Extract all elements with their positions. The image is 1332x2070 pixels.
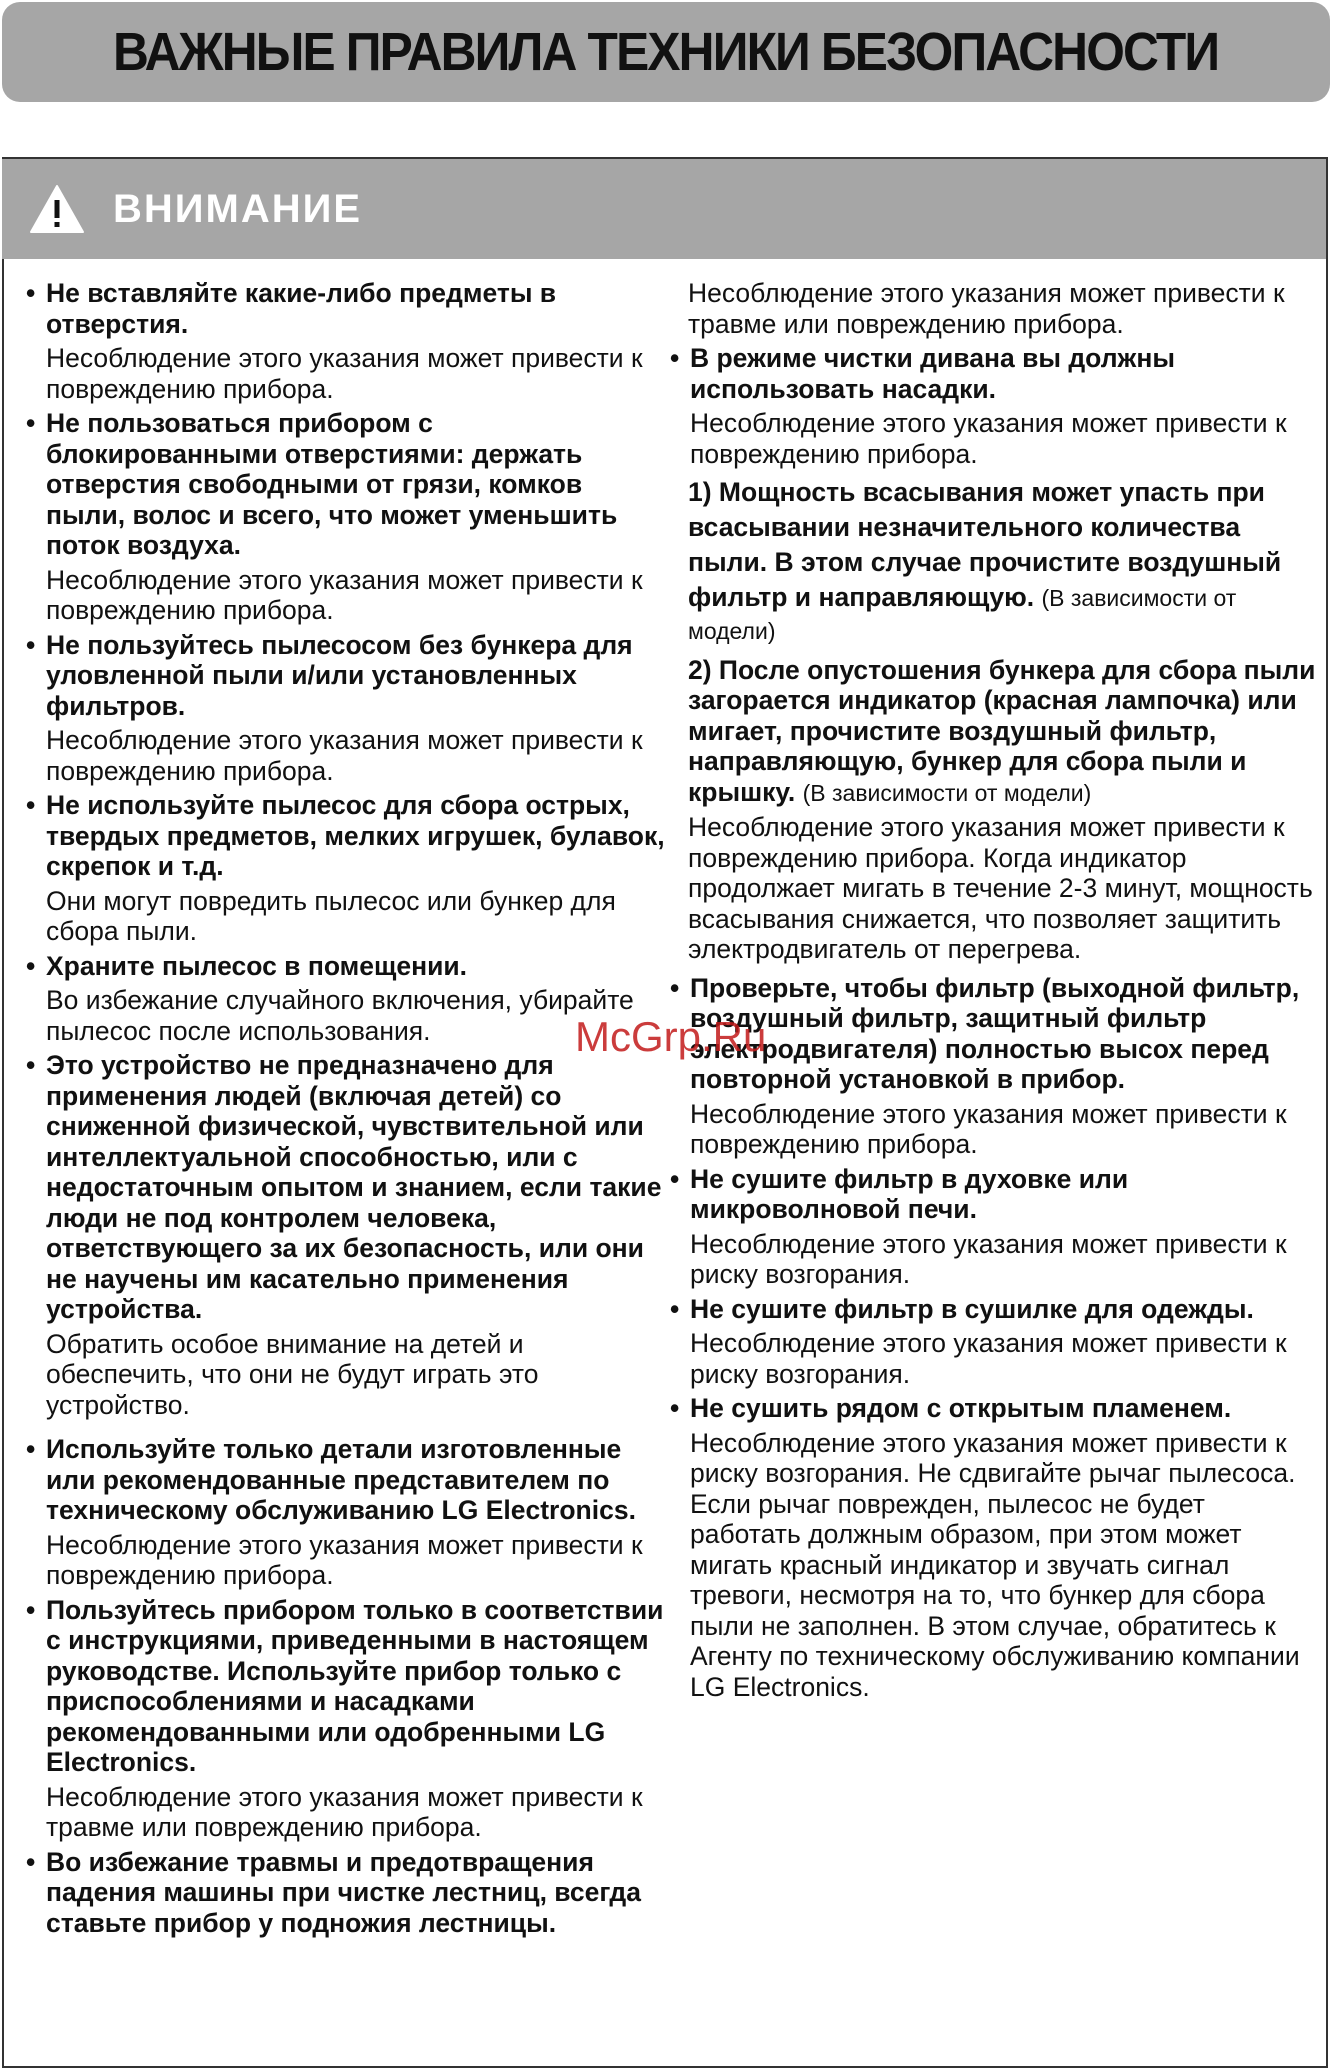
- item-heading: Не пользоваться прибором с блокированными отверстиями: держать отверстия свободными от грязи, комков пыли, волос и всего, что может уменьшить поток воздуха.: [46, 408, 618, 560]
- item-text: Несоблюдение этого указания может привести к повреждению прибора.: [690, 408, 1287, 469]
- sub-item-heading: 2) После опустошения бункера для сбора пыли загорается индикатор (красная лампочка) или мигает, прочистите воздушный фильтр, направляющую, бункер для сбора пыли и крышку.: [688, 654, 1316, 807]
- item-text: Несоблюдение этого указания может привести к повреждению прибора.: [46, 725, 643, 786]
- item-heading: Во избежание травмы и предотвращения падения машины при чистке лестниц, всегда ставьте прибор у подножия лестницы.: [46, 1846, 641, 1938]
- watermark: McGrp.Ru: [575, 1013, 767, 1060]
- left-column: [26, 278, 666, 1942]
- item-text: Несоблюдение этого указания может привести к повреждению прибора.: [46, 564, 643, 625]
- sub-item-text: Несоблюдение этого указания может привести к повреждению прибора. Когда индикатор продолжает мигать в течение 2-3 минут, мощность всасывания снижается, что позволяет защитить электродвигатель от перегрева.: [688, 812, 1313, 964]
- warning-triangle-icon: [29, 184, 85, 234]
- item-heading: Не используйте пылесос для сбора острых, твердых предметов, мелких игрушек, булавок, скрепок и т.д.: [46, 790, 665, 881]
- list-item: • Проверьте, чтобы фильтр (выходной фильтр, воздушный фильтр, защитный фильтр электродвигателя) полностью высох перед повторной установкой в прибор. Несоблюдение этого указания может привести к повреждению прибора.: [670, 973, 1320, 1160]
- sub-item-1: [670, 475, 1320, 647]
- page-title: ВАЖНЫЕ ПРАВИЛА ТЕХНИКИ БЕЗОПАСНОСТИ: [113, 22, 1219, 82]
- item-text: Обратить особое внимание на детей и обеспечить, что они не будут играть это устройство.: [46, 1328, 539, 1420]
- list-item: • Не пользуйтесь пылесосом без бункера для уловленной пыли и/или установленных фильтров. Несоблюдение этого указания может привести к повреждению прибора.: [26, 630, 666, 787]
- warning-label: ВНИМАНИЕ: [113, 186, 363, 231]
- item-text: Несоблюдение этого указания может привести к риску возгорания.: [690, 1228, 1287, 1289]
- item-text: Несоблюдение этого указания может привести к травме или повреждению прибора.: [688, 278, 1285, 339]
- item-heading: Используйте только детали изготовленные или рекомендованные представителем по техническому обслуживанию LG Electronics.: [46, 1434, 636, 1525]
- sub-item-heading: 1) Мощность всасывания может упасть при всасывании незначительного количества пыли. В этом случае прочистите воздушный фильтр и направляющую.: [688, 477, 1282, 612]
- item-heading: Пользуйтесь прибором только в соответствии с инструкциями, приведенными в настоящем руководстве. Используйте прибор только с приспособлениями и насадками рекомендованными или одобренными LG Electronics.: [46, 1594, 664, 1777]
- item-text: Несоблюдение этого указания может привести к повреждению прибора.: [46, 1529, 643, 1590]
- item-text: Они могут повредить пылесос или бункер для сбора пыли.: [46, 885, 616, 946]
- list-item: • Во избежание травмы и предотвращения падения машины при чистке лестниц, всегда ставьте прибор у подножия лестницы.: [26, 1847, 666, 1939]
- right-column: [670, 278, 1320, 1706]
- list-item: • Это устройство не предназначено для применения людей (включая детей) со сниженной физической, чувствительной или интеллектуальной способностью, или с недостаточным опытом и знанием, если такие люди не под контролем человека, ответствующего за их безопасность, или они не научены им касательно применения устройства. Обратить особое внимание на детей и обеспечить, что они не будут играть это устройство.: [26, 1050, 666, 1420]
- item-heading: Храните пылесос в помещении.: [46, 950, 468, 981]
- warning-bar: [2, 159, 1326, 259]
- list-item: • Не сушить рядом с открытым пламенем. Несоблюдение этого указания может привести к риску возгорания. Не сдвигайте рычаг пылесоса. Если рычаг поврежден, пылесос не будет работать должным образом, при этом может мигать красный индикатор и звучать сигнал тревоги, несмотря на то, что бункер для сбора пыли не заполнен. В этом случае, обратитесь к Агенту по техническому обслуживанию компании LG Electronics.: [670, 1393, 1320, 1702]
- list-item: • Используйте только детали изготовленные или рекомендованные представителем по техническому обслуживанию LG Electronics. Несоблюдение этого указания может привести к повреждению прибора.: [26, 1434, 666, 1591]
- list-item: • Не сушите фильтр в сушилке для одежды. Несоблюдение этого указания может привести к риску возгорания.: [670, 1294, 1320, 1390]
- item-text: Несоблюдение этого указания может привести к повреждению прибора.: [690, 1098, 1287, 1159]
- item-heading: В режиме чистки дивана вы должны использовать насадки.: [690, 343, 1175, 404]
- item-text: Несоблюдение этого указания может привести к травме или повреждению прибора.: [46, 1781, 643, 1842]
- sub-item-note: (В зависимости от модели): [688, 585, 1237, 644]
- sub-item-2: [670, 655, 1320, 965]
- list-item: • Пользуйтесь прибором только в соответствии с инструкциями, приведенными в настоящем руководстве. Используйте прибор только с приспособлениями и насадками рекомендованными или одобренными LG Electronics. Несоблюдение этого указания может привести к травме или повреждению прибора.: [26, 1595, 666, 1843]
- list-item: • Не вставляйте какие-либо предметы в отверстия. Несоблюдение этого указания может привести к повреждению прибора.: [26, 278, 666, 404]
- item-text: Несоблюдение этого указания может привести к повреждению прибора.: [46, 343, 643, 404]
- item-heading: Это устройство не предназначено для применения людей (включая детей) со сниженной физической, чувствительной или интеллектуальной способностью, или с недостаточным опытом и знанием, если такие люди не под контролем человека, ответствующего за их безопасность, или они не научены им касательно применения устройства.: [46, 1050, 662, 1324]
- sub-item-note: (В зависимости от модели): [802, 779, 1092, 806]
- item-heading: Не сушите фильтр в духовке или микроволновой печи.: [690, 1163, 1129, 1224]
- item-text: Во избежание случайного включения, убирайте пылесос после использования.: [46, 985, 634, 1046]
- list-item: • Храните пылесос в помещении. Во избежание случайного включения, убирайте пылесос после использования.: [26, 951, 666, 1047]
- list-item: • Не сушите фильтр в духовке или микроволновой печи. Несоблюдение этого указания может привести к риску возгорания.: [670, 1164, 1320, 1290]
- list-item: • Не используйте пылесос для сбора острых, твердых предметов, мелких игрушек, булавок, скрепок и т.д. Они могут повредить пылесос или бункер для сбора пыли.: [26, 790, 665, 946]
- list-item: • Не пользоваться прибором с блокированными отверстиями: держать отверстия свободными от грязи, комков пыли, волос и всего, что может уменьшить поток воздуха. Несоблюдение этого указания может привести к повреждению прибора.: [26, 408, 666, 626]
- list-item-continuation: [670, 278, 1320, 339]
- title-bar: [2, 2, 1330, 102]
- item-heading: Не сушить рядом с открытым пламенем.: [690, 1393, 1232, 1423]
- item-heading: Не сушите фильтр в сушилке для одежды.: [690, 1293, 1254, 1324]
- item-text: Несоблюдение этого указания может привести к риску возгорания.: [690, 1328, 1287, 1389]
- item-text: Несоблюдение этого указания может привести к риску возгорания. Не сдвигайте рычаг пылесоса. Если рычаг поврежден, пылесос не будет работать должным образом, при этом может мигать красный индикатор и звучать сигнал тревоги, несмотря на то, что бункер для сбора пыли не заполнен. В этом случае, обратитесь к Агенту по техническому обслуживанию компании LG Electronics.: [690, 1427, 1300, 1702]
- item-heading: Не вставляйте какие-либо предметы в отверстия.: [46, 278, 557, 339]
- list-item: • В режиме чистки дивана вы должны использовать насадки. Несоблюдение этого указания может привести к повреждению прибора.: [670, 343, 1320, 469]
- item-heading: Не пользуйтесь пылесосом без бункера для уловленной пыли и/или установленных фильтров.: [46, 629, 633, 721]
- item-heading: Проверьте, чтобы фильтр (выходной фильтр, воздушный фильтр, защитный фильтр электродвигателя) полностью высох перед повторной установкой в прибор.: [690, 972, 1300, 1094]
